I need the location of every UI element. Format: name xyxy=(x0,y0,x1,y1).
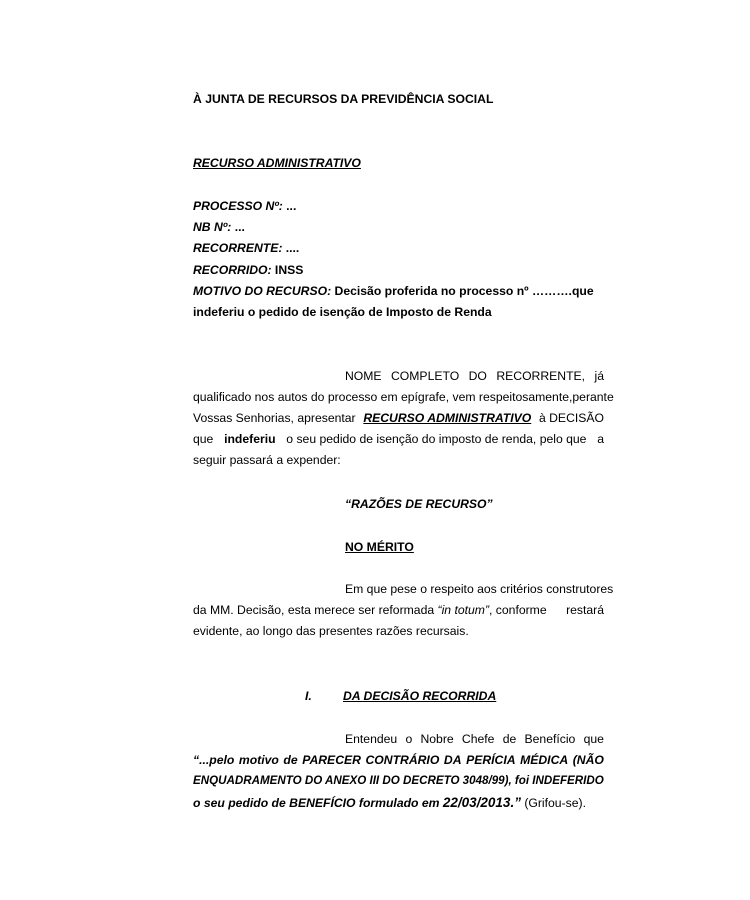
quote-word: PARECER xyxy=(302,753,361,767)
quote-word: de xyxy=(283,753,298,767)
merito-heading: NO MÉRITO xyxy=(345,540,414,554)
field-motivo xyxy=(193,283,594,299)
quote-word: DA xyxy=(443,753,462,767)
merito-line-2 xyxy=(193,602,604,618)
field-motivo-value: Decisão proferida no processo nº ……….que xyxy=(331,284,594,298)
section-word: Chefe xyxy=(461,732,495,746)
quote-word: “...pelo xyxy=(193,753,235,767)
intro-line-4 xyxy=(193,431,604,447)
field-processo-value: ... xyxy=(282,199,297,213)
section-number: I. xyxy=(305,689,312,703)
intro-line-5: seguir passará a expender: xyxy=(193,453,341,467)
merito-in-totum: “in totum” xyxy=(437,603,490,617)
section-word: que xyxy=(583,732,604,746)
quote-line-2: ENQUADRAMENTO DO ANEXO III DO DECRETO 3048/99), foi INDEFERIDO xyxy=(193,774,604,787)
razoes-heading: “RAZÕES DE RECURSO” xyxy=(345,497,493,511)
merito-text-d: restará xyxy=(566,603,604,617)
section-title: DA DECISÃO RECORRIDA xyxy=(343,689,497,703)
intro-word: RECORRENTE, xyxy=(496,369,586,383)
intro-text: à DECISÃO xyxy=(538,411,604,425)
section-word: Nobre xyxy=(420,732,454,746)
intro-emphasis-indeferiu: indeferiu xyxy=(224,432,276,446)
field-nb xyxy=(193,219,245,235)
intro-line-3 xyxy=(193,410,604,426)
intro-word: NOME xyxy=(345,369,382,383)
section-word: de xyxy=(502,732,517,746)
quote-grifou: (Grifou-se). xyxy=(520,796,586,810)
field-processo xyxy=(193,198,296,214)
intro-text: perante xyxy=(572,390,614,404)
field-nb-label: NB Nº: xyxy=(193,220,232,234)
field-motivo-label: MOTIVO DO RECURSO: xyxy=(193,284,332,298)
field-recorrente xyxy=(193,240,299,256)
intro-word: já xyxy=(594,369,604,383)
intro-word: COMPLETO xyxy=(391,369,460,383)
intro-text: o seu pedido de isenção do imposto de renda, pelo que xyxy=(286,432,587,446)
intro-text: a xyxy=(597,432,604,446)
section-line-1 xyxy=(345,731,604,747)
field-recorrente-value: .... xyxy=(282,241,300,255)
section-word: Benefício xyxy=(524,732,576,746)
intro-text: Vossas Senhorias, apresentar xyxy=(193,411,356,425)
intro-line-2 xyxy=(193,389,614,405)
merito-line-1: Em que pese o respeito aos critérios construtores xyxy=(345,582,614,596)
field-recorrido-label: RECORRIDO: xyxy=(193,263,272,277)
intro-word: DO xyxy=(468,369,487,383)
merito-line-3: evidente, ao longo das presentes razões recursais. xyxy=(193,624,469,638)
quote-word: CONTRÁRIO xyxy=(365,753,440,767)
section-word: Entendeu xyxy=(345,732,398,746)
merito-text-a: da MM. Decisão, esta merece ser reformada xyxy=(193,603,435,617)
quote-word: PERÍCIA xyxy=(466,753,516,767)
merito-text xyxy=(193,602,547,618)
document-subtitle: RECURSO ADMINISTRATIVO xyxy=(193,156,361,170)
section-word: o xyxy=(405,732,413,746)
field-motivo-continuation: indeferiu o pedido de isenção de Imposto de Renda xyxy=(193,305,492,319)
intro-text: que xyxy=(193,432,214,446)
field-nb-value: ... xyxy=(231,220,245,234)
field-processo-label: PROCESSO Nº: xyxy=(193,199,283,213)
intro-text: qualificado nos autos do processo em epígrafe, vem respeitosamente, xyxy=(193,390,573,404)
quote-line-3 xyxy=(193,795,586,811)
field-recorrente-label: RECORRENTE: xyxy=(193,241,283,255)
field-recorrido-value: INSS xyxy=(271,263,304,277)
addressee-heading: À JUNTA DE RECURSOS DA PREVIDÊNCIA SOCIAL xyxy=(193,92,494,106)
quote-word: (NÃO xyxy=(572,753,604,767)
intro-line-1 xyxy=(345,368,604,384)
intro-emphasis-recurso: RECURSO ADMINISTRATIVO xyxy=(363,411,532,425)
quote-line-1 xyxy=(193,752,604,768)
merito-text-c: , conforme xyxy=(489,603,547,617)
quote-word: MÉDICA xyxy=(520,753,569,767)
quote-word: motivo xyxy=(238,753,279,767)
quote-text: o seu pedido de BENEFÍCIO formulado em xyxy=(193,796,440,810)
field-recorrido xyxy=(193,262,303,278)
quote-date: 22/03/2013.” xyxy=(442,795,521,810)
